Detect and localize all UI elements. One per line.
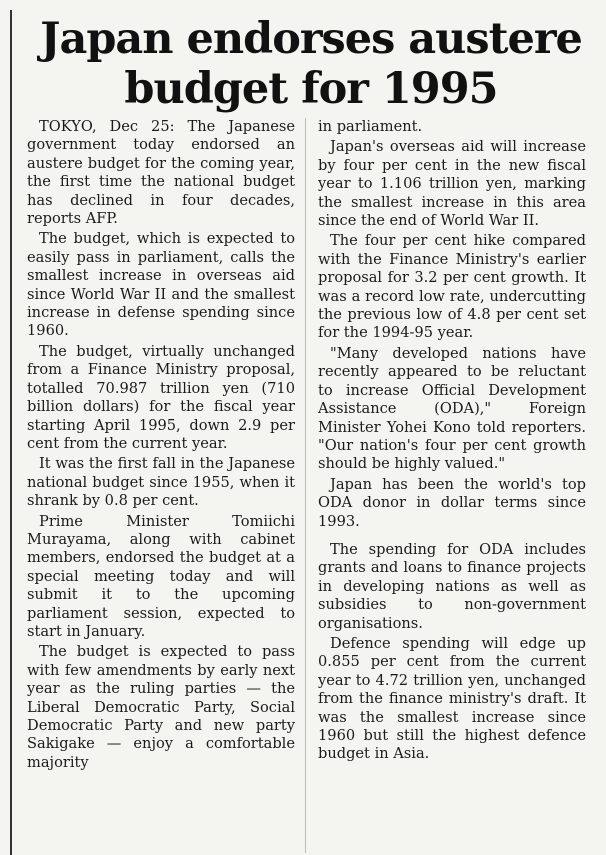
article-column-left — [27, 118, 295, 774]
paragraph: The spending for ODA includes grants and loans to finance projects in developing nations as well as subsidies to non-government organisations. — [318, 540, 586, 632]
paragraph: Prime Minister Tomiichi Murayama, along with cabinet members, endorsed the budget at a special meeting today and will submit it to the upcoming parliament session, expected to start in January. — [27, 512, 295, 640]
article-column-right — [318, 118, 586, 766]
paragraph: Defence spending will edge up 0.855 per cent from the current year to 4.72 trillion yen, unchanged from the finance ministry's draft. It was the smallest increase since 1960 but still the highest defence budget in Asia. — [318, 634, 586, 763]
left-border-rule — [10, 10, 12, 855]
paragraph: It was the first fall in the Japanese national budget since 1955, when it shrank by 0.8 per cent. — [27, 455, 295, 510]
paragraph: Japan has been the world's top ODA donor in dollar terms since 1993. — [318, 475, 586, 530]
column-divider — [305, 118, 306, 853]
paragraph: "Many developed nations have recently appeared to be reluctant to increase Official Development Assistance (ODA)," Foreign Minister Yohei Kono told reporters. "Our nation's four per cent growth should be highly valued." — [318, 344, 586, 473]
paragraph: Japan's overseas aid will increase by four per cent in the new fiscal year to 1.106 trillion yen, marking the smallest increase in this area since the end of World War II. — [318, 138, 586, 230]
headline — [18, 14, 604, 114]
paragraph: The budget is expected to pass with few amendments by early next year as the ruling parties — the Liberal Democratic Party, Social Democratic Party and new party Sakigake — enjoy a comfortable majority — [27, 643, 295, 771]
headline-line-2: budget for 1995 — [124, 64, 498, 114]
paragraph-continuation: in parliament. — [318, 118, 423, 135]
paragraph: TOKYO, Dec 25: The Japanese government today endorsed an austere budget for the coming year, the first time the national budget has declined in four decades, reports AFP. — [27, 118, 295, 228]
paragraph: The budget, virtually unchanged from a Finance Ministry proposal, totalled 70.987 trillion yen (710 billion dollars) for the fiscal year starting April 1995, down 2.9 per cent from the current year. — [27, 342, 295, 452]
headline-line-1: Japan endorses austere — [40, 14, 582, 64]
paragraph: The budget, which is expected to easily pass in parliament, calls the smallest increase in overseas aid since World War II and the smallest increase in defense spending since 1960. — [27, 230, 295, 340]
paragraph: The four per cent hike compared with the Finance Ministry's earlier proposal for 3.2 per cent growth. It was a record low rate, undercutting the previous low of 4.8 per cent set for the 1994-95 year. — [318, 232, 586, 342]
